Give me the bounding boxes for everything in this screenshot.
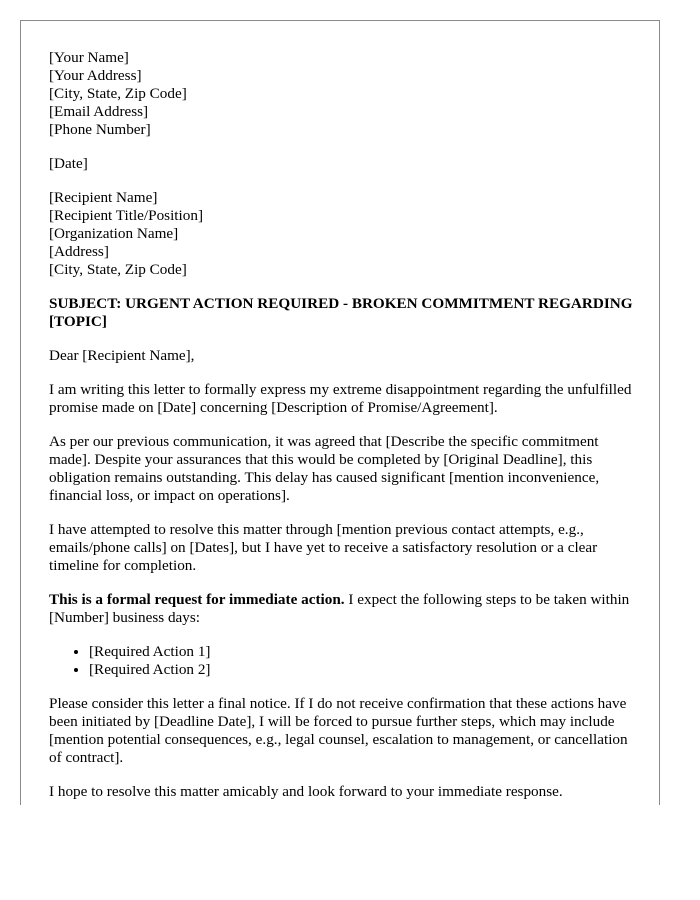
paragraph-closing: I hope to resolve this matter amicably and look forward to your immediate response. bbox=[49, 783, 563, 800]
sender-name: [Your Name] bbox=[49, 49, 129, 66]
recipient-title: [Recipient Title/Position] bbox=[49, 207, 203, 224]
letter-content bbox=[49, 49, 639, 805]
sender-address: [Your Address] bbox=[49, 67, 142, 84]
subject-line: SUBJECT: URGENT ACTION REQUIRED - BROKEN COMMITMENT REGARDING [TOPIC] bbox=[49, 295, 633, 330]
recipient-organization: [Organization Name] bbox=[49, 225, 179, 242]
paragraph-final-notice: Please consider this letter a final notice. If I do not receive confirmation that these actions have been initiated by [Deadline Date], I will be forced to pursue further steps, which may include [mention potential consequences, e.g., legal counsel, escalation to management, or cancellation of contract]. bbox=[49, 695, 628, 766]
recipient-name: [Recipient Name] bbox=[49, 189, 158, 206]
paragraph-commitment: As per our previous communication, it was agreed that [Describe the specific commitment made]. Despite your assurances that this would be completed by [Original Deadline], this obligation remains outstanding. This delay has caused significant [mention inconvenience, financial loss, or impact on operations]. bbox=[49, 433, 600, 504]
sender-email: [Email Address] bbox=[49, 103, 149, 120]
paragraph-attempts: I have attempted to resolve this matter through [mention previous contact attempts, e.g., emails/phone calls] on [Dates], but I have yet to receive a satisfactory resolution or a clear timeline for completion. bbox=[49, 521, 598, 574]
paragraph-disappointment: I am writing this letter to formally express my extreme disappointment regarding the unfulfilled promise made on [Date] concerning [Description of Promise/Agreement]. bbox=[49, 381, 632, 416]
formal-request-text: I expect the following steps to be taken within [Number] business days: bbox=[49, 591, 630, 626]
letter-page bbox=[20, 20, 660, 805]
formal-request-emphasis: This is a formal request for immediate action. bbox=[49, 591, 345, 608]
paragraph-formal-request bbox=[49, 591, 639, 627]
salutation: Dear [Recipient Name], bbox=[49, 347, 195, 364]
sender-city-state-zip: [City, State, Zip Code] bbox=[49, 85, 187, 102]
sender-phone: [Phone Number] bbox=[49, 121, 151, 138]
recipient-block bbox=[49, 189, 639, 279]
letter-date: [Date] bbox=[49, 155, 88, 172]
date-block bbox=[49, 155, 639, 173]
recipient-address: [Address] bbox=[49, 243, 109, 260]
required-actions-list bbox=[49, 643, 639, 679]
list-item: • [Required Action 1] bbox=[89, 643, 639, 661]
list-item: • [Required Action 2] bbox=[89, 661, 639, 679]
sender-block bbox=[49, 49, 639, 139]
recipient-city-state-zip: [City, State, Zip Code] bbox=[49, 261, 187, 278]
